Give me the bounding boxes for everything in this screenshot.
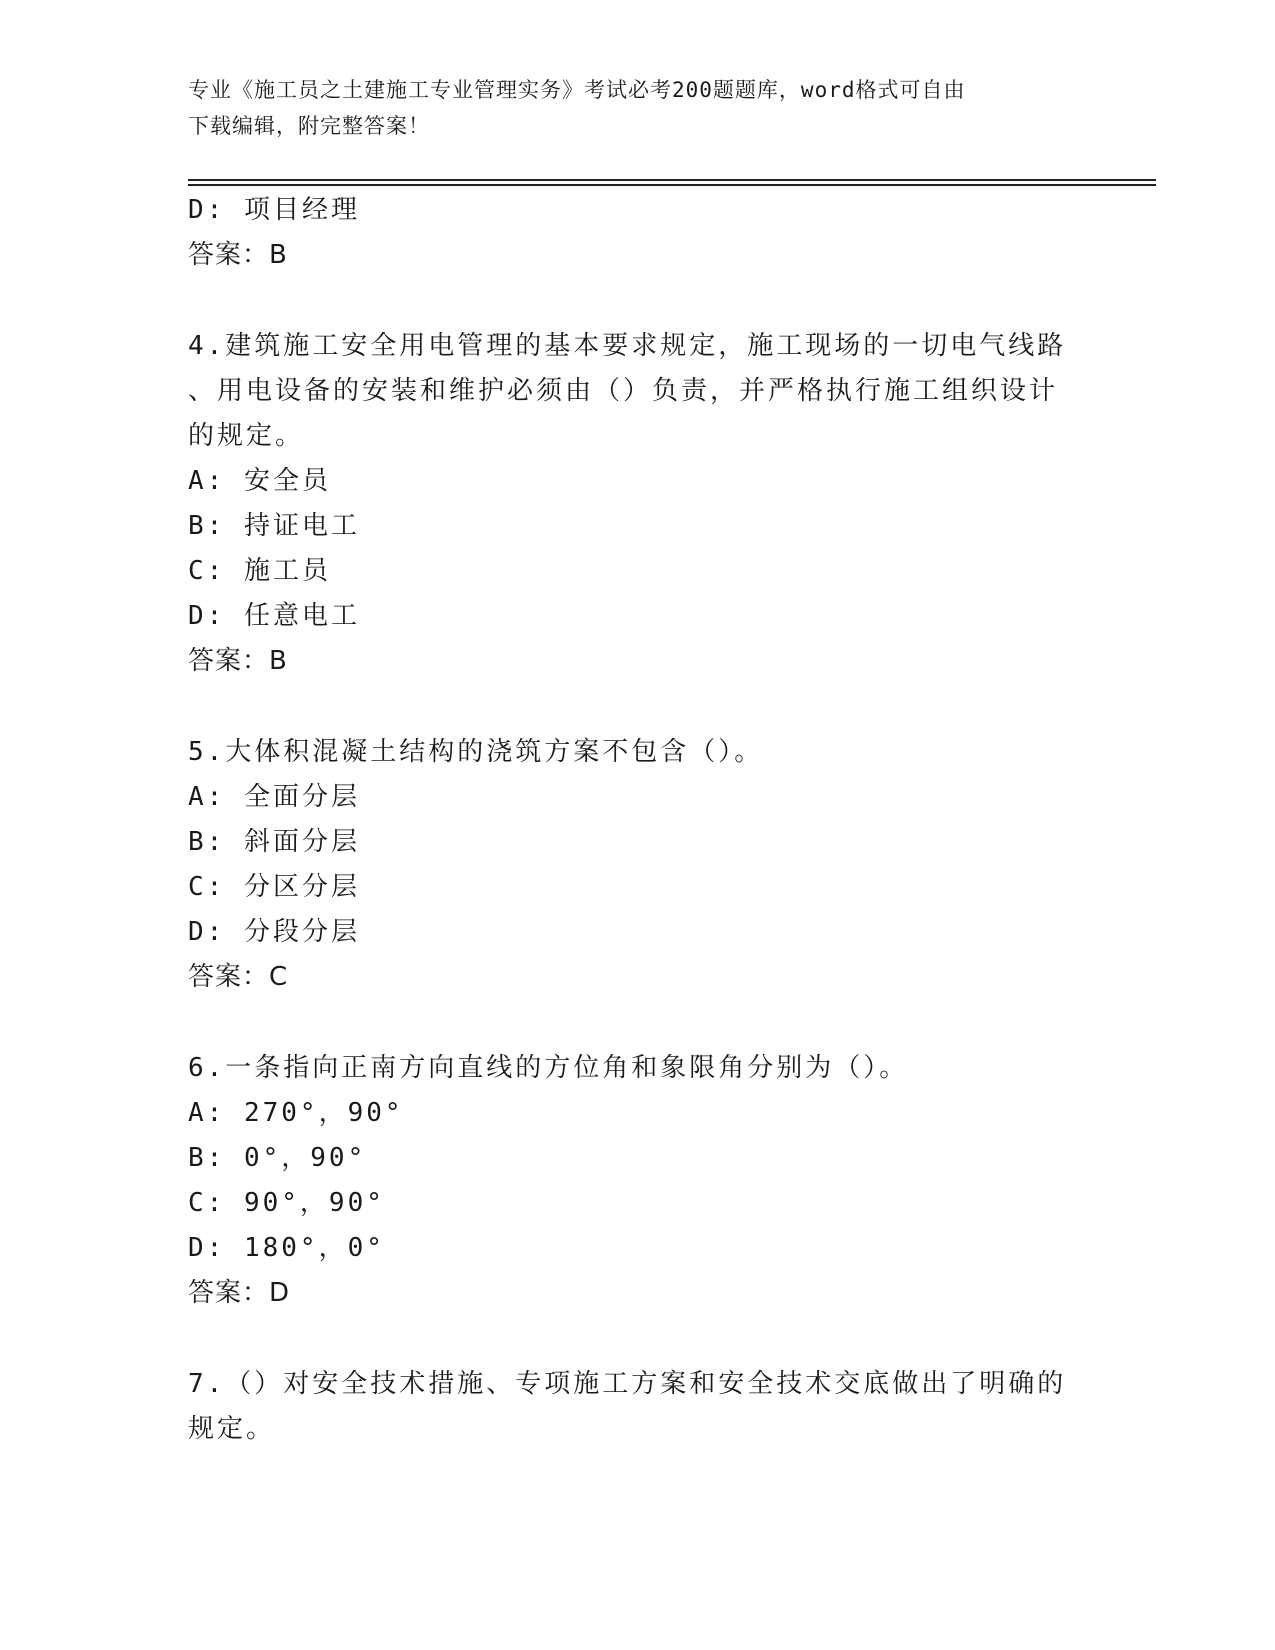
option-d: D: 分段分层 [188, 917, 360, 947]
header-divider-bottom [188, 184, 1156, 186]
question-text-line: 、用电设备的安装和维护必须由（）负责，并严格执行施工组织设计 [188, 376, 1059, 406]
question-text-line: 的规定。 [188, 421, 305, 451]
question-4 [188, 324, 1088, 684]
option-c: C: 施工员 [188, 556, 331, 586]
question-text-line: 6.一条指向正南方向直线的方位角和象限角分别为（）。 [188, 1053, 909, 1083]
option-b: B: 0°，90° [188, 1143, 367, 1173]
question-5 [188, 730, 1088, 1000]
answer: 答案：C [188, 962, 289, 992]
question-3 [188, 188, 1088, 278]
question-text-line: 规定。 [188, 1414, 276, 1444]
option-b: B: 斜面分层 [188, 827, 360, 857]
option-c: C: 分区分层 [188, 872, 360, 902]
header-line-1: 专业《施工员之土建施工专业管理实务》考试必考200题题库，word格式可自由 [188, 78, 966, 102]
option-a: A: 安全员 [188, 466, 331, 496]
answer: 答案：D [188, 1278, 291, 1308]
spacer [188, 1316, 1088, 1362]
answer: 答案：B [188, 646, 288, 676]
header-divider-top [188, 179, 1156, 181]
question-6 [188, 1046, 1088, 1316]
spacer [188, 278, 1088, 324]
spacer [188, 684, 1088, 730]
header-line-2: 下载编辑，附完整答案！ [188, 114, 430, 138]
document-header [188, 72, 1068, 144]
option-d: D: 任意电工 [188, 601, 360, 631]
option-d: D: 180°，0° [188, 1233, 385, 1263]
question-list [188, 188, 1088, 1452]
option-c: C: 90°，90° [188, 1188, 385, 1218]
spacer [188, 1000, 1088, 1046]
question-7 [188, 1362, 1088, 1452]
question-text-line: 5.大体积混凝土结构的浇筑方案不包含（）。 [188, 737, 764, 767]
option-a: A: 全面分层 [188, 782, 360, 812]
option-a: A: 270°，90° [188, 1098, 404, 1128]
answer: 答案：B [188, 240, 288, 270]
question-text-line: 4.建筑施工安全用电管理的基本要求规定，施工现场的一切电气线路 [188, 331, 1067, 361]
option-b: B: 持证电工 [188, 511, 360, 541]
question-text-line: 7.（）对安全技术措施、专项施工方案和安全技术交底做出了明确的 [188, 1369, 1067, 1399]
option-d: D: 项目经理 [188, 195, 360, 225]
